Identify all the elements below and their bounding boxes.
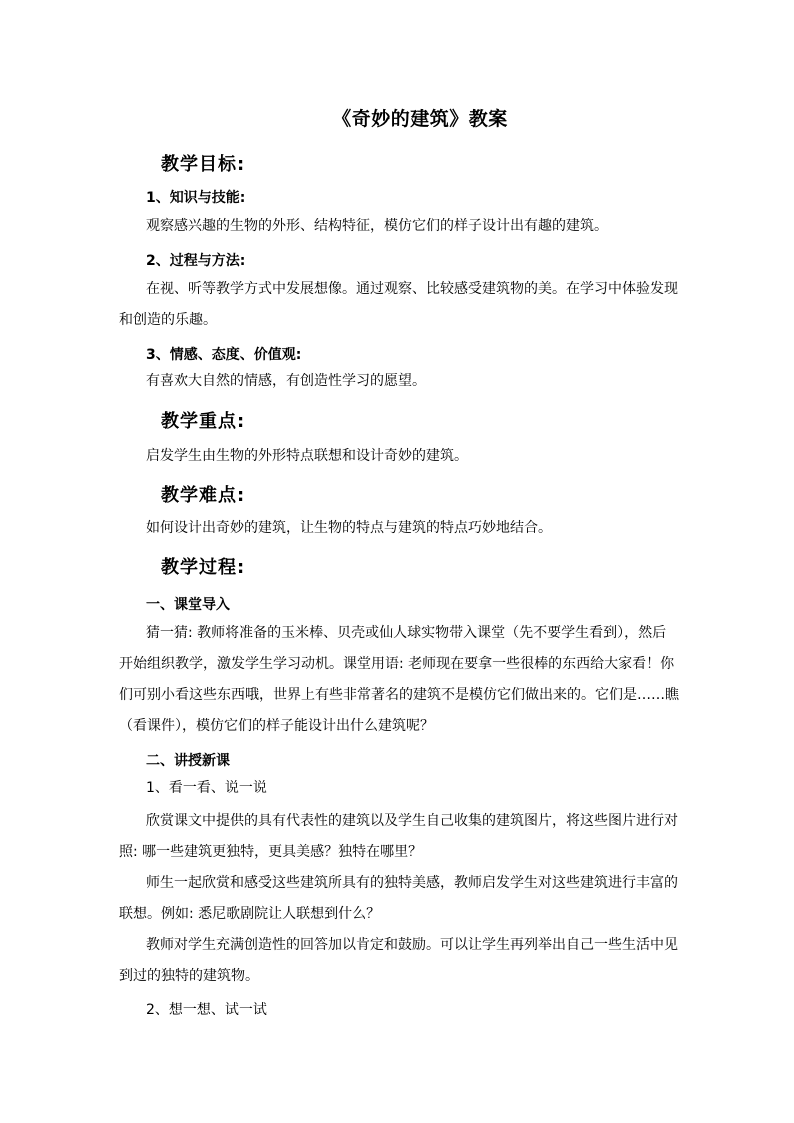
- difficulty-heading: 教学难点:: [161, 485, 246, 506]
- goal1-heading: 1、知识与技能:: [146, 190, 246, 206]
- goals-heading: 教学目标:: [161, 154, 246, 175]
- step1-p2-line2: 联想。例如: 悉尼歌剧院让人联想到什么？: [119, 906, 381, 922]
- goal2-line1: 在视、听等教学方式中发展想像。通过观察、比较感受建筑物的美。在学习中体验发现: [146, 281, 678, 297]
- step1-p1-line2: 照: 哪一些建筑更独特，更具美感？独特在哪里？: [119, 844, 423, 860]
- section1-line3: 们可别小看这些东西哦，世界上有些非常著名的建筑不是模仿它们做出来的。它们是……瞧: [119, 687, 679, 703]
- section1-line4: （看课件），模仿它们的样子能设计出什么建筑呢？: [119, 718, 434, 734]
- step1-p3-line2: 到过的独特的建筑物。: [119, 968, 259, 984]
- step1-p2-line1: 师生一起欣赏和感受这些建筑所具有的独特美感，教师启发学生对这些建筑进行丰富的: [146, 875, 678, 891]
- step1-p3-line1: 教师对学生充满创造性的回答加以肯定和鼓励。可以让学生再列举出自己一些生活中见: [146, 937, 678, 953]
- goal3-heading: 3、情感、态度、价值观:: [146, 347, 302, 363]
- goal1-text: 观察感兴趣的生物的外形、结构特征，模仿它们的样子设计出有趣的建筑。: [146, 218, 608, 234]
- section1-line2: 开始组织教学，激发学生学习动机。课堂用语: 老师现在要拿一些很棒的东西给大家看！你: [119, 656, 675, 672]
- process-heading: 教学过程:: [161, 557, 246, 578]
- step2-heading: 2、想一想、试一试: [146, 1002, 267, 1018]
- section1-heading: 一、课堂导入: [146, 597, 230, 613]
- goal3-text: 有喜欢大自然的情感，有创造性学习的愿望。: [146, 373, 426, 389]
- section1-line1: 猜一猜: 教师将准备的玉米棒、贝壳或仙人球实物带入课堂（先不要学生看到），然后: [146, 625, 667, 641]
- goal2-heading: 2、过程与方法:: [146, 253, 246, 269]
- page-title: 《奇妙的建筑》教案: [332, 108, 508, 130]
- step1-heading: 1、看一看、说一说: [146, 780, 267, 796]
- section2-heading: 二、讲授新课: [146, 753, 230, 769]
- step1-p1-line1: 欣赏课文中提供的具有代表性的建筑以及学生自己收集的建筑图片，将这些图片进行对: [146, 813, 678, 829]
- difficulty-text: 如何设计出奇妙的建筑，让生物的特点与建筑的特点巧妙地结合。: [146, 520, 552, 536]
- goal2-line2: 和创造的乐趣。: [119, 312, 217, 328]
- focus-text: 启发学生由生物的外形特点联想和设计奇妙的建筑。: [146, 448, 468, 464]
- focus-heading: 教学重点:: [161, 411, 246, 432]
